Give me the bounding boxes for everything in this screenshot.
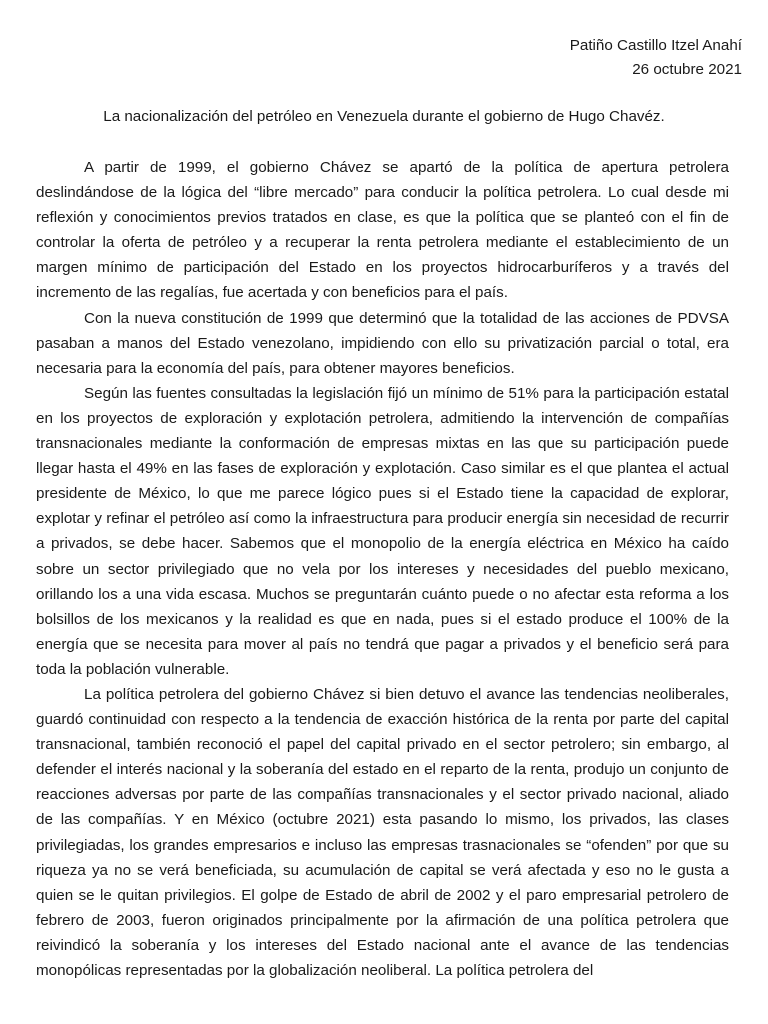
paragraph-4: La política petrolera del gobierno Chávez si bien detuvo el avance las tendencias neoliberales, guardó continuidad con respecto a la tendencia de exacción histórica de la renta por parte del capital transnacional, también reconoció el papel del capital privado en el sector petrolero; sin embargo, al defender el interés nacional y la soberanía del estado en el reparto de la renta, produjo un conjunto de reacciones adversas por parte de las compañías transnacionales y el sector privado nacional, aliado de las compañías. Y en México (octubre 2021) esta pasando lo mismo, los privados, las clases privilegiadas, los grandes empresarios e incluso las empresas trasnacionales se “ofenden” por que su riqueza ya no se verá beneficiada, su acumulación de capital se verá afectada y eso no le gusta a quien se le quitan privilegios. El golpe de Estado de abril de 2002 y el paro empresarial petrolero de febrero de 2003, fueron originados principalmente por la afirmación de una política petrolera que reivindicó la soberanía y los intereses del Estado nacional ante el avance de las tendencias monopólicas representadas por la globalización neoliberal. La política petrolera del bbox=[36, 685, 729, 979]
document-title: La nacionalización del petróleo en Venezuela durante el gobierno de Hugo Chavéz. bbox=[103, 108, 665, 125]
document-body bbox=[36, 155, 729, 983]
paragraph-3: Según las fuentes consultadas la legislación fijó un mínimo de 51% para la participación estatal en los proyectos de exploración y explotación petrolera, admitiendo la intervención de compañías transnacionales mediante la conformación de empresas mixtas en las que su participación puede llegar hasta el 49% en las fases de exploración y explotación. Caso similar es el que plantea el actual presidente de México, lo que me parece lógico pues si el Estado tiene la capacidad de explorar, explotar y refinar el petróleo así como la infraestructura para producir energía sin necesidad de recurrir a privados, se debe hacer. Sabemos que el monopolio de la energía eléctrica en México ha caído sobre un sector privilegiado que no vela por los intereses y necesidades del pueblo mexicano, orillando los a una vida escasa. Muchos se preguntarán cuánto puede o no afectar esta reforma a los bolsillos de los mexicanos y la realidad es que en nada, pues si el estado produce el 100% de la energía que se necesita para mover al país no tendrá que pagar a privados y el beneficio será para toda la población vulnerable. bbox=[36, 384, 729, 678]
document-header bbox=[570, 34, 742, 82]
author-name: Patiño Castillo Itzel Anahí bbox=[569, 37, 742, 54]
paragraph-1: A partir de 1999, el gobierno Chávez se apartó de la política de apertura petrolera deslindándose de la lógica del “libre mercado” para conducir la política petrolera. Lo cual desde mi reflexión y conocimientos previos tratados en clase, es que la política que se planteó con el fin de controlar la oferta de petróleo y a recuperar la renta petrolera mediante el establecimiento de un margen mínimo de participación del Estado en los proyectos hidrocarburíferos y a través del incremento de las regalías, fue acertada y con beneficios para el país. bbox=[36, 159, 729, 302]
paragraph-2: Con la nueva constitución de 1999 que determinó que la totalidad de las acciones de PDVSA pasaban a manos del Estado venezolano, impidiendo con ello su privatización parcial o total, era necesaria para la economía del país, para obtener mayores beneficios. bbox=[36, 309, 729, 377]
document-date: 26 octubre 2021 bbox=[632, 61, 742, 78]
